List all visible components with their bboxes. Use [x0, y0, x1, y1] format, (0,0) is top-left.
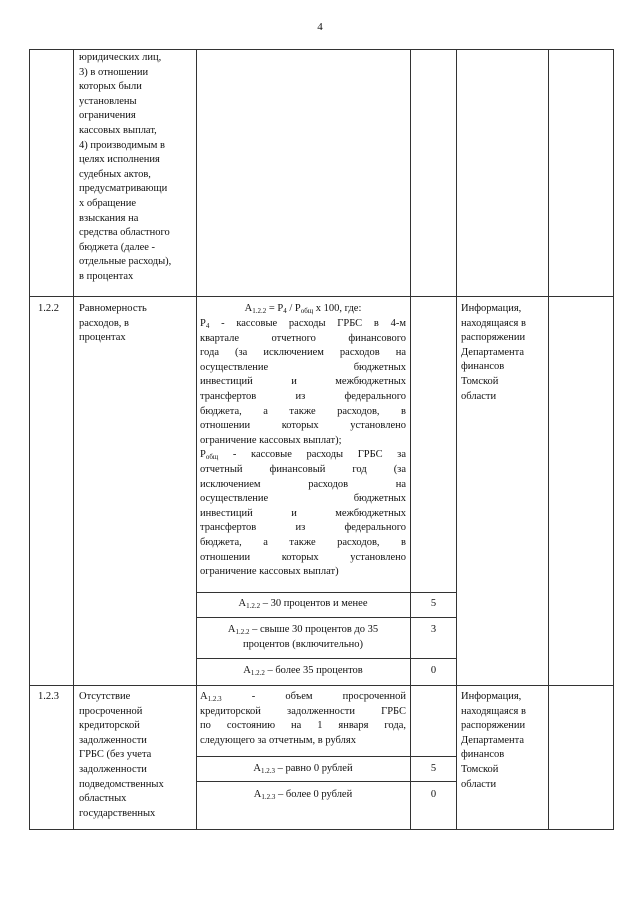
- criterion-cell: Отсутствие просроченной кредиторской задолженности ГРБС (без учета задолженности подведомственных областных государственных: [79, 691, 164, 819]
- row-number: 1.2.2: [38, 303, 59, 314]
- formula: $А_{1.2.2} = Р_4 / Р_{общ}$ х 100, где:: [244, 303, 362, 315]
- page-number: 4: [317, 21, 323, 33]
- score-condition: $А_{1.2.2} - 30$ процентов и менее: [238, 598, 368, 610]
- score-condition: $А_{1.2.3}$ – равно 0 рублей: [253, 763, 353, 775]
- source-cell: Информация, находящаяся в распоряжении Департамента финансов Томской области: [461, 303, 526, 402]
- score-points: 0: [430, 789, 437, 800]
- score-points: 5: [430, 598, 437, 609]
- score-condition: $А_{1.2.3}$ – более 0 рублей: [253, 789, 353, 801]
- criterion-cell: Равномерность расходов, в процентах: [79, 303, 147, 344]
- criterion-cell: юридических лиц, 3) в отношении которых были установлены ограничения кассовых выплат, 4) производимым в целях исполнения судебных актов, предусматривающи х обращение взыскания на средства областного бюджета (далее - отдельные расходы), в процентах: [79, 52, 172, 282]
- score-condition: $А_{1.2.2}$ – более 35 процентов: [243, 665, 363, 677]
- score-points: 3: [430, 624, 437, 635]
- source-cell: Информация, находящаяся в распоряжении Департамента финансов Томской области: [461, 691, 526, 790]
- score-points: 5: [430, 763, 437, 774]
- formula-description: $Р_4$ - кассовые расходы ГРБС в 4-м квартале отчетного финансового года (за исключением расходов на осуществление бюджетных инвестиций и межбюджетных трансфертов из федерального бюджета, а также расходов, в отношении которых установлено ограничение кассовых выплат); $Р_{общ}$ - кассовые расходы ГРБС за отчетный финансовый год (за исключением расходов на осуществление бюджетных инвестиций и межбюджетных трансфертов из федерального бюджета, а также расходов, в отношении которых установлено ограничение кассовых выплат): [200, 318, 406, 578]
- row-number: 1.2.3: [38, 691, 59, 702]
- formula-description: $А_{1.2.3}$ - объем просроченной кредиторской задолженности ГРБС по состоянию на 1 января года, следующего за отчетным, в рублях: [200, 691, 406, 746]
- score-points: 0: [430, 665, 437, 676]
- score-condition: $А_{1.2.2}$ – свыше 30 процентов до 35 процентов (включительно): [227, 624, 379, 650]
